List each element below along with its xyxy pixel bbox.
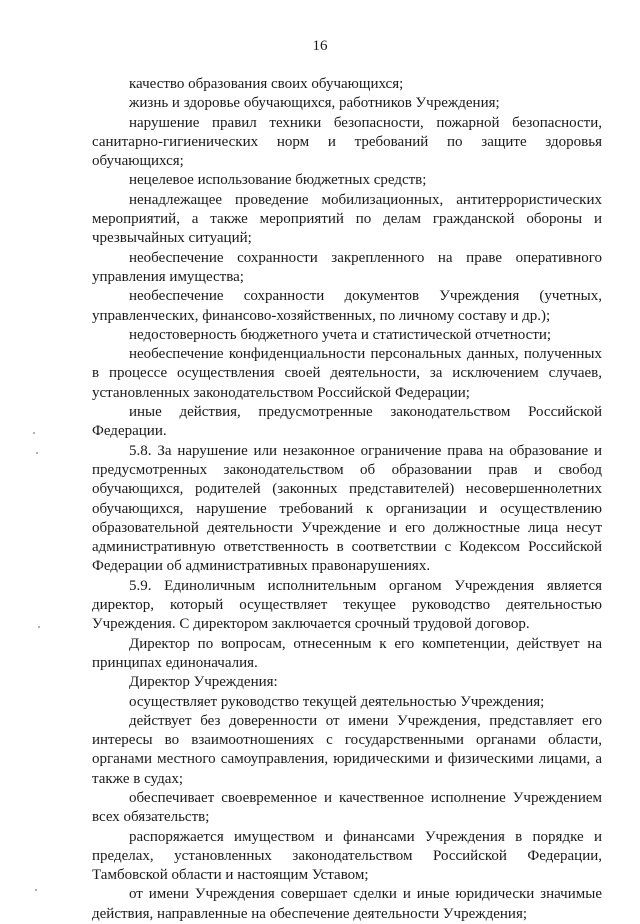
- paragraph: 5.9. Единоличным исполнительным органом Учреждения является директор, который осуществляет текущее руководство деятельностью Учреждения. С директором заключается срочный трудовой договор.: [92, 577, 602, 633]
- paragraph: недостоверность бюджетного учета и статистической отчетности;: [129, 326, 552, 343]
- paragraph: иные действия, предусмотренные законодательством Российской Федерации.: [92, 404, 602, 440]
- scan-artifact: [33, 432, 35, 434]
- paragraph: жизнь и здоровье обучающихся, работников Учреждения;: [129, 95, 500, 112]
- paragraph: 5.8. За нарушение или незаконное ограничение права на образование и предусмотренных законодательством об образовании прав и свобод обучающихся, родителей (законных представителей) несовершеннолетних обучающихся, нарушение требований к организации и осуществлению образовательной деятельности Учреждение и его должностные лица несут административную ответственность в соответствии с Кодексом Российской Федерации об административных правонарушениях.: [92, 442, 602, 575]
- paragraph: действует без доверенности от имени Учреждения, представляет его интересы во взаимоотношениях с государственными органами области, органами местного самоуправления, юридическими и физическими лицами, а также в судах;: [92, 712, 602, 787]
- paragraph: нецелевое использование бюджетных средств;: [129, 172, 427, 189]
- page-number: 16: [312, 38, 328, 54]
- paragraph: необеспечение сохранности закрепленного на праве оперативного управления имущества;: [92, 249, 602, 285]
- paragraph: качество образования своих обучающихся;: [129, 76, 404, 92]
- document-body: [92, 75, 602, 924]
- paragraph: ненадлежащее проведение мобилизационных, антитеррористических мероприятий, а также мероприятий по делам гражданской обороны и чрезвычайных ситуаций;: [92, 191, 602, 247]
- paragraph: от имени Учреждения совершает сделки и иные юридически значимые действия, направленные на обеспечение деятельности Учреждения;: [92, 886, 602, 922]
- paragraph: необеспечение конфиденциальности персональных данных, полученных в процессе осуществления своей деятельности, за исключением случаев, установленных законодательством Российской Федерации;: [92, 346, 602, 401]
- scan-artifact: [35, 889, 37, 891]
- paragraph: обеспечивает своевременное и качественное исполнение Учреждением всех обязательств;: [92, 789, 602, 826]
- paragraph: осуществляет руководство текущей деятельностью Учреждения;: [129, 693, 545, 710]
- paragraph: Директор Учреждения:: [129, 674, 278, 691]
- paragraph: нарушение правил техники безопасности, пожарной безопасности, санитарно-гигиенических норм и требований по защите здоровья обучающихся;: [92, 114, 602, 170]
- paragraph: Директор по вопросам, отнесенным к его компетенции, действует на принципах единоначалия.: [92, 635, 602, 671]
- scan-artifact: [38, 626, 40, 628]
- paragraph: распоряжается имуществом и финансами Учреждения в порядке и пределах, установленных законодательством Российской Федерации, Тамбовской области и настоящим Уставом;: [92, 828, 602, 884]
- paragraph: необеспечение сохранности документов Учреждения (учетных, управленческих, финансово-хозяйственных, по личному составу и др.);: [92, 288, 602, 324]
- scan-artifact: [36, 452, 38, 454]
